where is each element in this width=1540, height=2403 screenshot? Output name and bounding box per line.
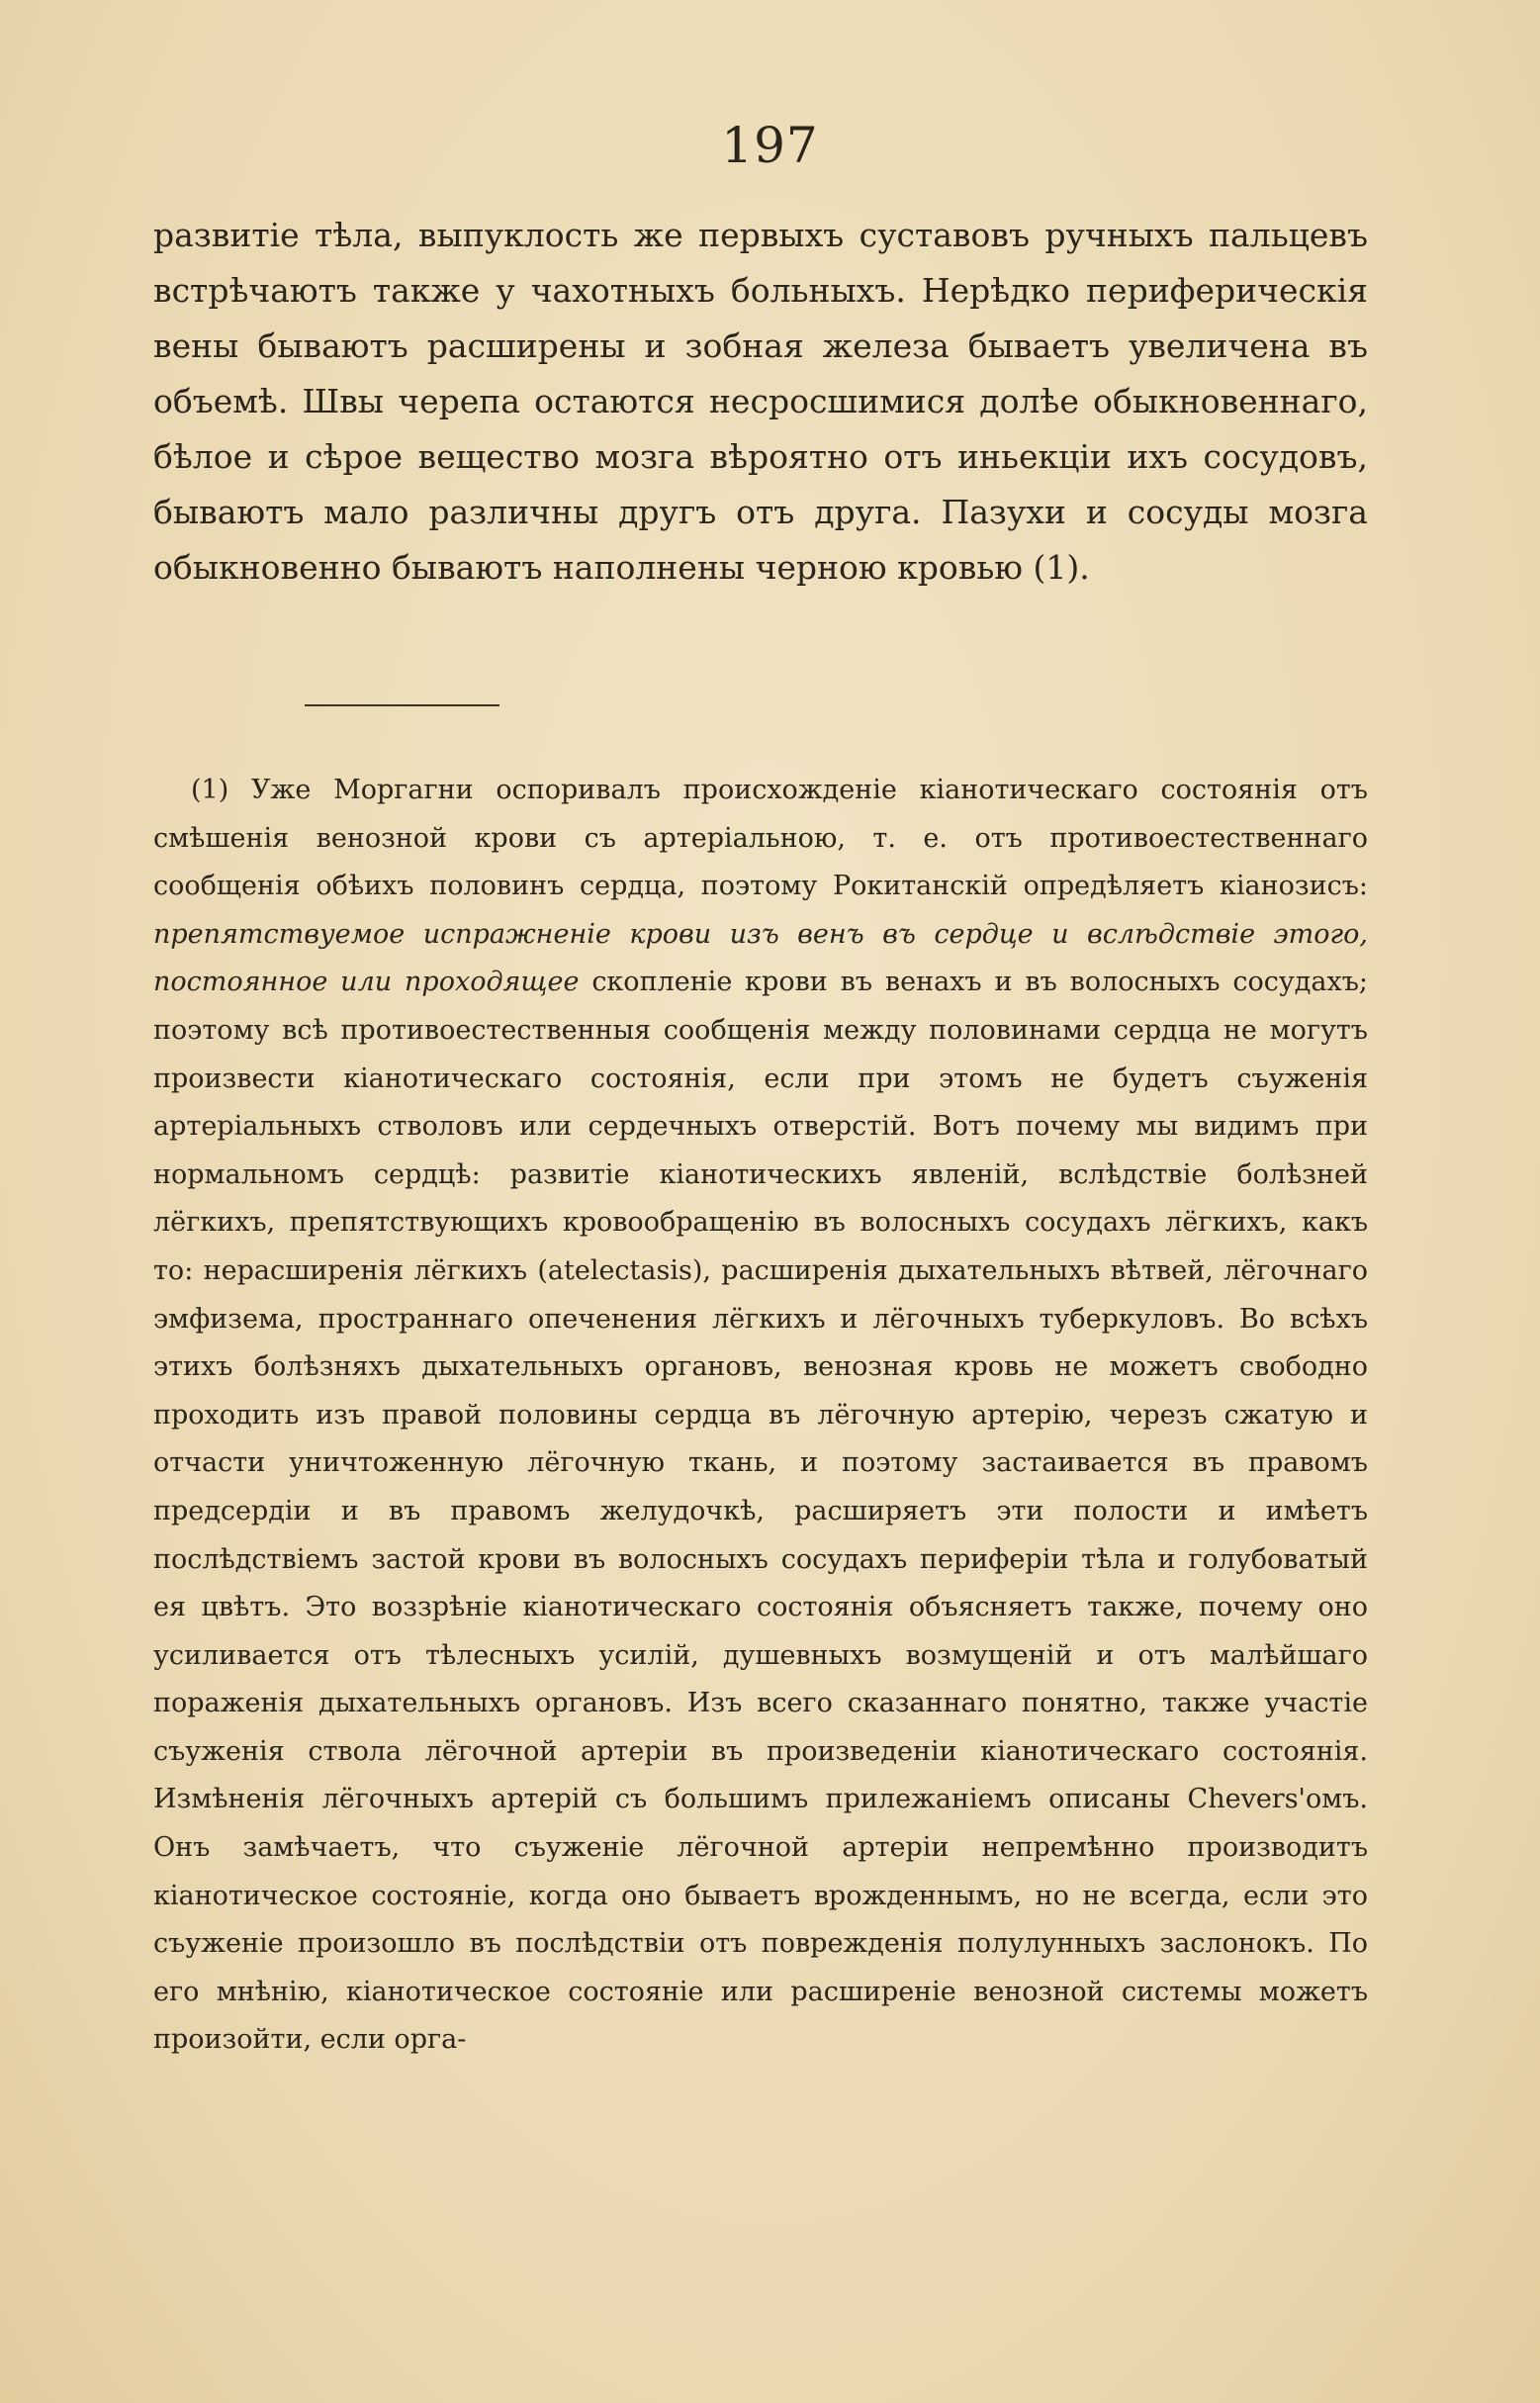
footnote-divider bbox=[305, 704, 499, 706]
footnote-text-part2: скопленіе крови въ венахъ и въ волосныхъ сосудахъ; поэтому всѣ противоестественныя сообщенія между половинами сердца не могутъ произвести кіанотическаго состоянія, если при этомъ не будетъ съуженія артеріальныхъ стволовъ или сердечныхъ отверстій. Вотъ почему мы видимъ при нормальномъ сердцѣ: развитіе кіанотическихъ явленій, вслѣдствіе болѣзней лёгкихъ, препятствующихъ кровообращенію въ волосныхъ сосудахъ лёгкихъ, какъ то: нерасширенія лёгкихъ (atelectasis), расширенія дыхательныхъ вѣтвей, лёгочнаго эмфизема, пространнаго опеченения лёгкихъ и лёгочныхъ туберкуловъ. Во всѣхъ этихъ болѣзняхъ дыхательныхъ органовъ, венозная кровь не можетъ свободно проходить изъ правой половины сердца въ лёгочную артерію, черезъ сжатую и отчасти уничтоженную лёгочную ткань, и поэтому застаивается въ правомъ предсердіи и въ правомъ желудочкѣ, расширяетъ эти полости и имѣетъ послѣдствіемъ застой крови въ волосныхъ сосудахъ периферіи тѣла и голубоватый ея цвѣтъ. Это воззрѣніе кіанотическаго состоянія объясняетъ также, почему оно усиливается отъ тѣлесныхъ усилій, душевныхъ возмущеній и отъ малѣйшаго пораженія дыхательныхъ органовъ. Изъ всего сказаннаго понятно, также участіе съуженія ствола лёгочной артеріи въ произведеніи кіанотическаго состоянія. Измѣненія лёгочныхъ артерій съ большимъ прилежаніемъ описаны Chevers'омъ. Онъ замѣчаетъ, что съуженіе лёгочной артеріи непремѣнно производитъ кіанотическое состояніе, когда оно бываетъ врожденнымъ, но не всегда, если это съуженіе произошло въ послѣдствіи отъ поврежденія полулунныхъ заслонокъ. По его мнѣнію, кіанотическое состояніе или расширеніе венозной системы можетъ произойти, если орга- bbox=[153, 967, 1368, 2056]
footnote-marker: (1) bbox=[191, 775, 229, 805]
page-number: 197 bbox=[721, 117, 819, 174]
main-paragraph: развитіе тѣла, выпуклость же первыхъ суставовъ ручныхъ пальцевъ встрѣчаютъ также у чахотныхъ больныхъ. Нерѣдко периферическія вены бываютъ расширены и зобная железа бываетъ увеличена въ объемѣ. Швы черепа остаются несросшимися долѣе обыкновеннаго, бѣлое и сѣрое вещество мозга вѣроятно отъ иньекціи ихъ сосудовъ, бываютъ мало различны другъ отъ друга. Пазухи и сосуды мозга обыкновенно бываютъ наполнены черною кровью (1). bbox=[153, 216, 1368, 587]
footnote bbox=[153, 767, 1368, 2065]
footnote-emphasis: препятствуемое испражненіе крови изъ венъ въ сердце и вслѣдствіе этого, постоянное или проходящее bbox=[153, 918, 1368, 998]
footnote-text-part1: Уже Моргагни оспоривалъ происхожденіе кіанотическаго состоянія отъ смѣшенія венозной крови съ артеріальною, т. е. отъ противоестественнаго сообщенія обѣихъ половинъ сердца, поэтому Рокитанскій опредѣляетъ кіанозисъ: bbox=[153, 775, 1368, 902]
